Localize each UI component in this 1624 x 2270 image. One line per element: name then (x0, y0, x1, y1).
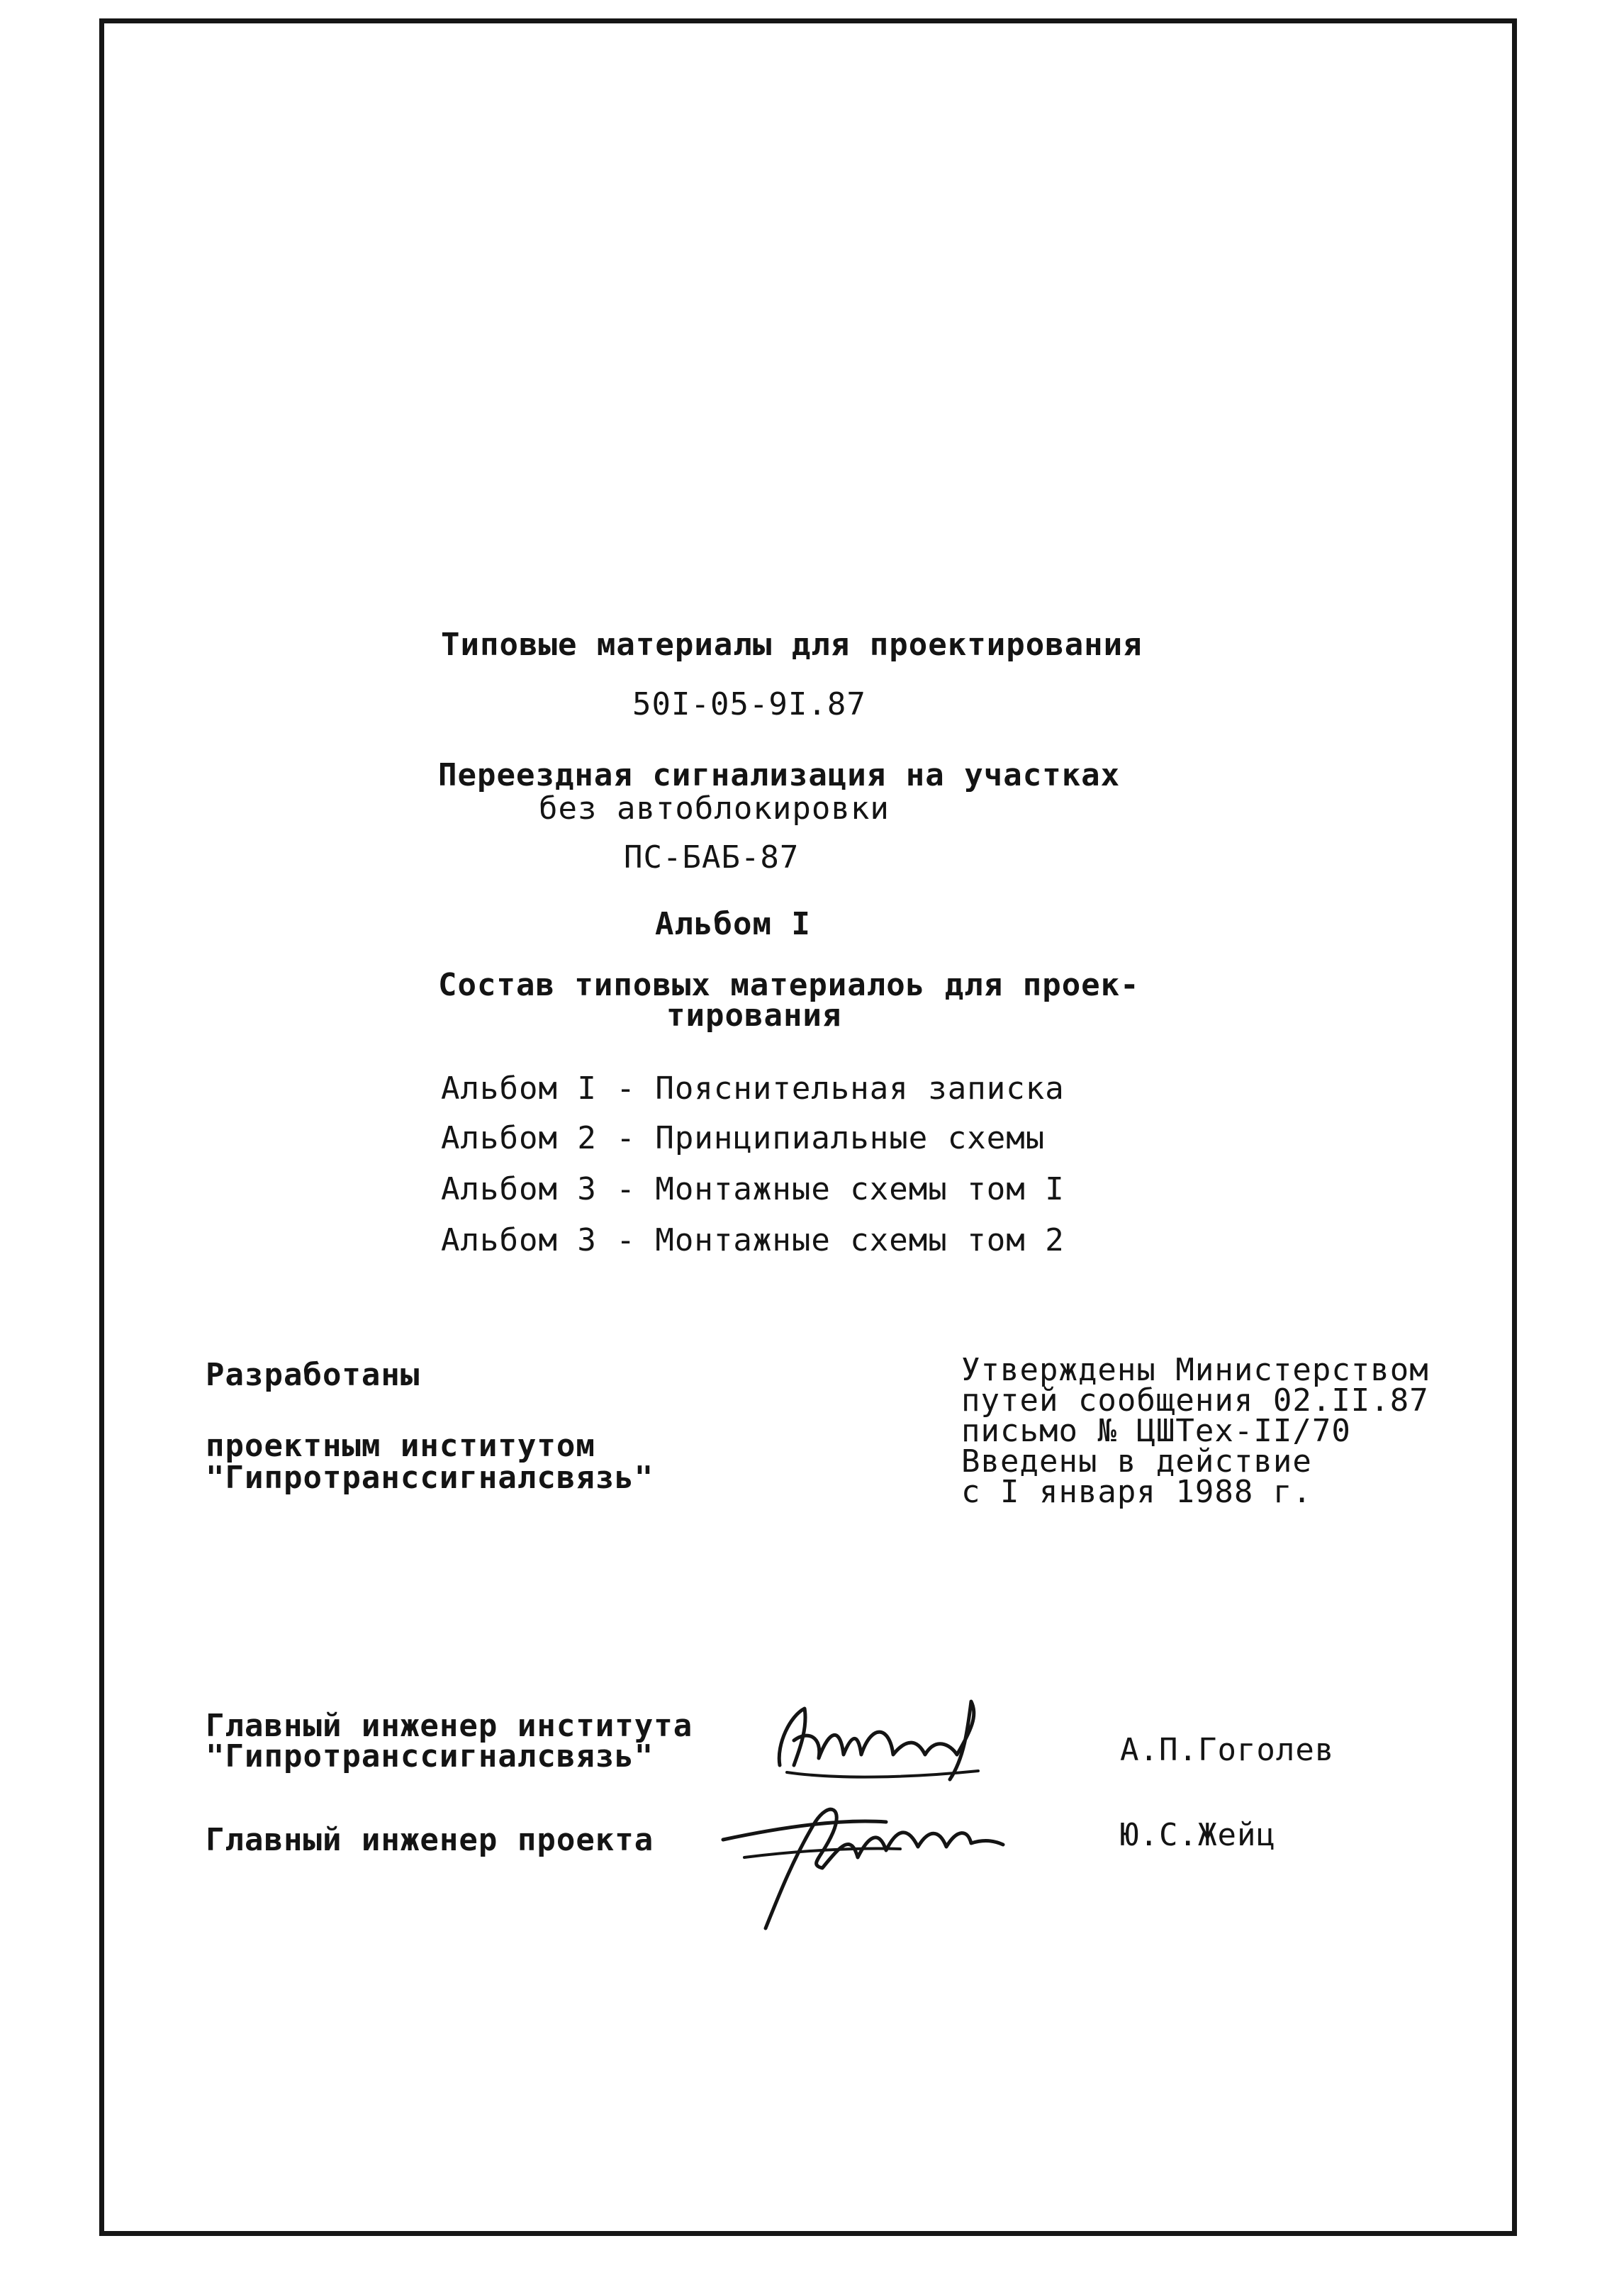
title-line-1: Переездная сигнализация на участках (438, 757, 1121, 793)
composition-line-1: Состав типовых материалоь для проек- (438, 967, 1140, 1003)
album-list-item: Альбом 3 - Монтажные схемы том 2 (441, 1222, 1065, 1258)
chief-institute-name: А.П.Гоголев (1120, 1732, 1335, 1768)
chief-institute-role-2: "Гипротранссигналсвязь" (206, 1738, 654, 1774)
signature-chief-project (716, 1779, 1014, 1942)
chief-project-name: Ю.С.Жейц (1120, 1817, 1276, 1853)
developer-line-1: проектным институтом (206, 1428, 595, 1464)
chief-project-role: Главный инженер проекта (206, 1822, 654, 1858)
developed-label: Разработаны (206, 1357, 420, 1393)
approval-line-1: Утверждены Министерством (961, 1352, 1429, 1388)
document-code: 50I-05-9I.87 (632, 686, 866, 722)
approval-line-4: Введены в действие (961, 1443, 1312, 1480)
chief-institute-role-1: Главный инженер института (206, 1708, 693, 1744)
developer-line-2: "Гипротранссигналсвязь" (206, 1460, 654, 1496)
signature-chief-institute (766, 1687, 1007, 1794)
system-code: ПС-БАБ-87 (624, 839, 800, 876)
approval-line-5: с I января 1988 г. (961, 1474, 1312, 1510)
approval-line-2: путей сообщения 02.II.87 (961, 1382, 1429, 1419)
composition-line-2: тирования (666, 997, 842, 1034)
album-label: Альбом I (655, 906, 811, 942)
approval-line-3: письмо № ЦШТех-II/70 (961, 1413, 1351, 1449)
album-list-item: Альбом 3 - Монтажные схемы том I (441, 1171, 1065, 1207)
album-list-item: Альбом I - Пояснительная записка (441, 1070, 1065, 1107)
document-type: Типовые материалы для проектирования (441, 627, 1143, 663)
title-line-2: без автоблокировки (539, 790, 890, 827)
album-list-item: Альбом 2 - Принципиальные схемы (441, 1120, 1046, 1156)
